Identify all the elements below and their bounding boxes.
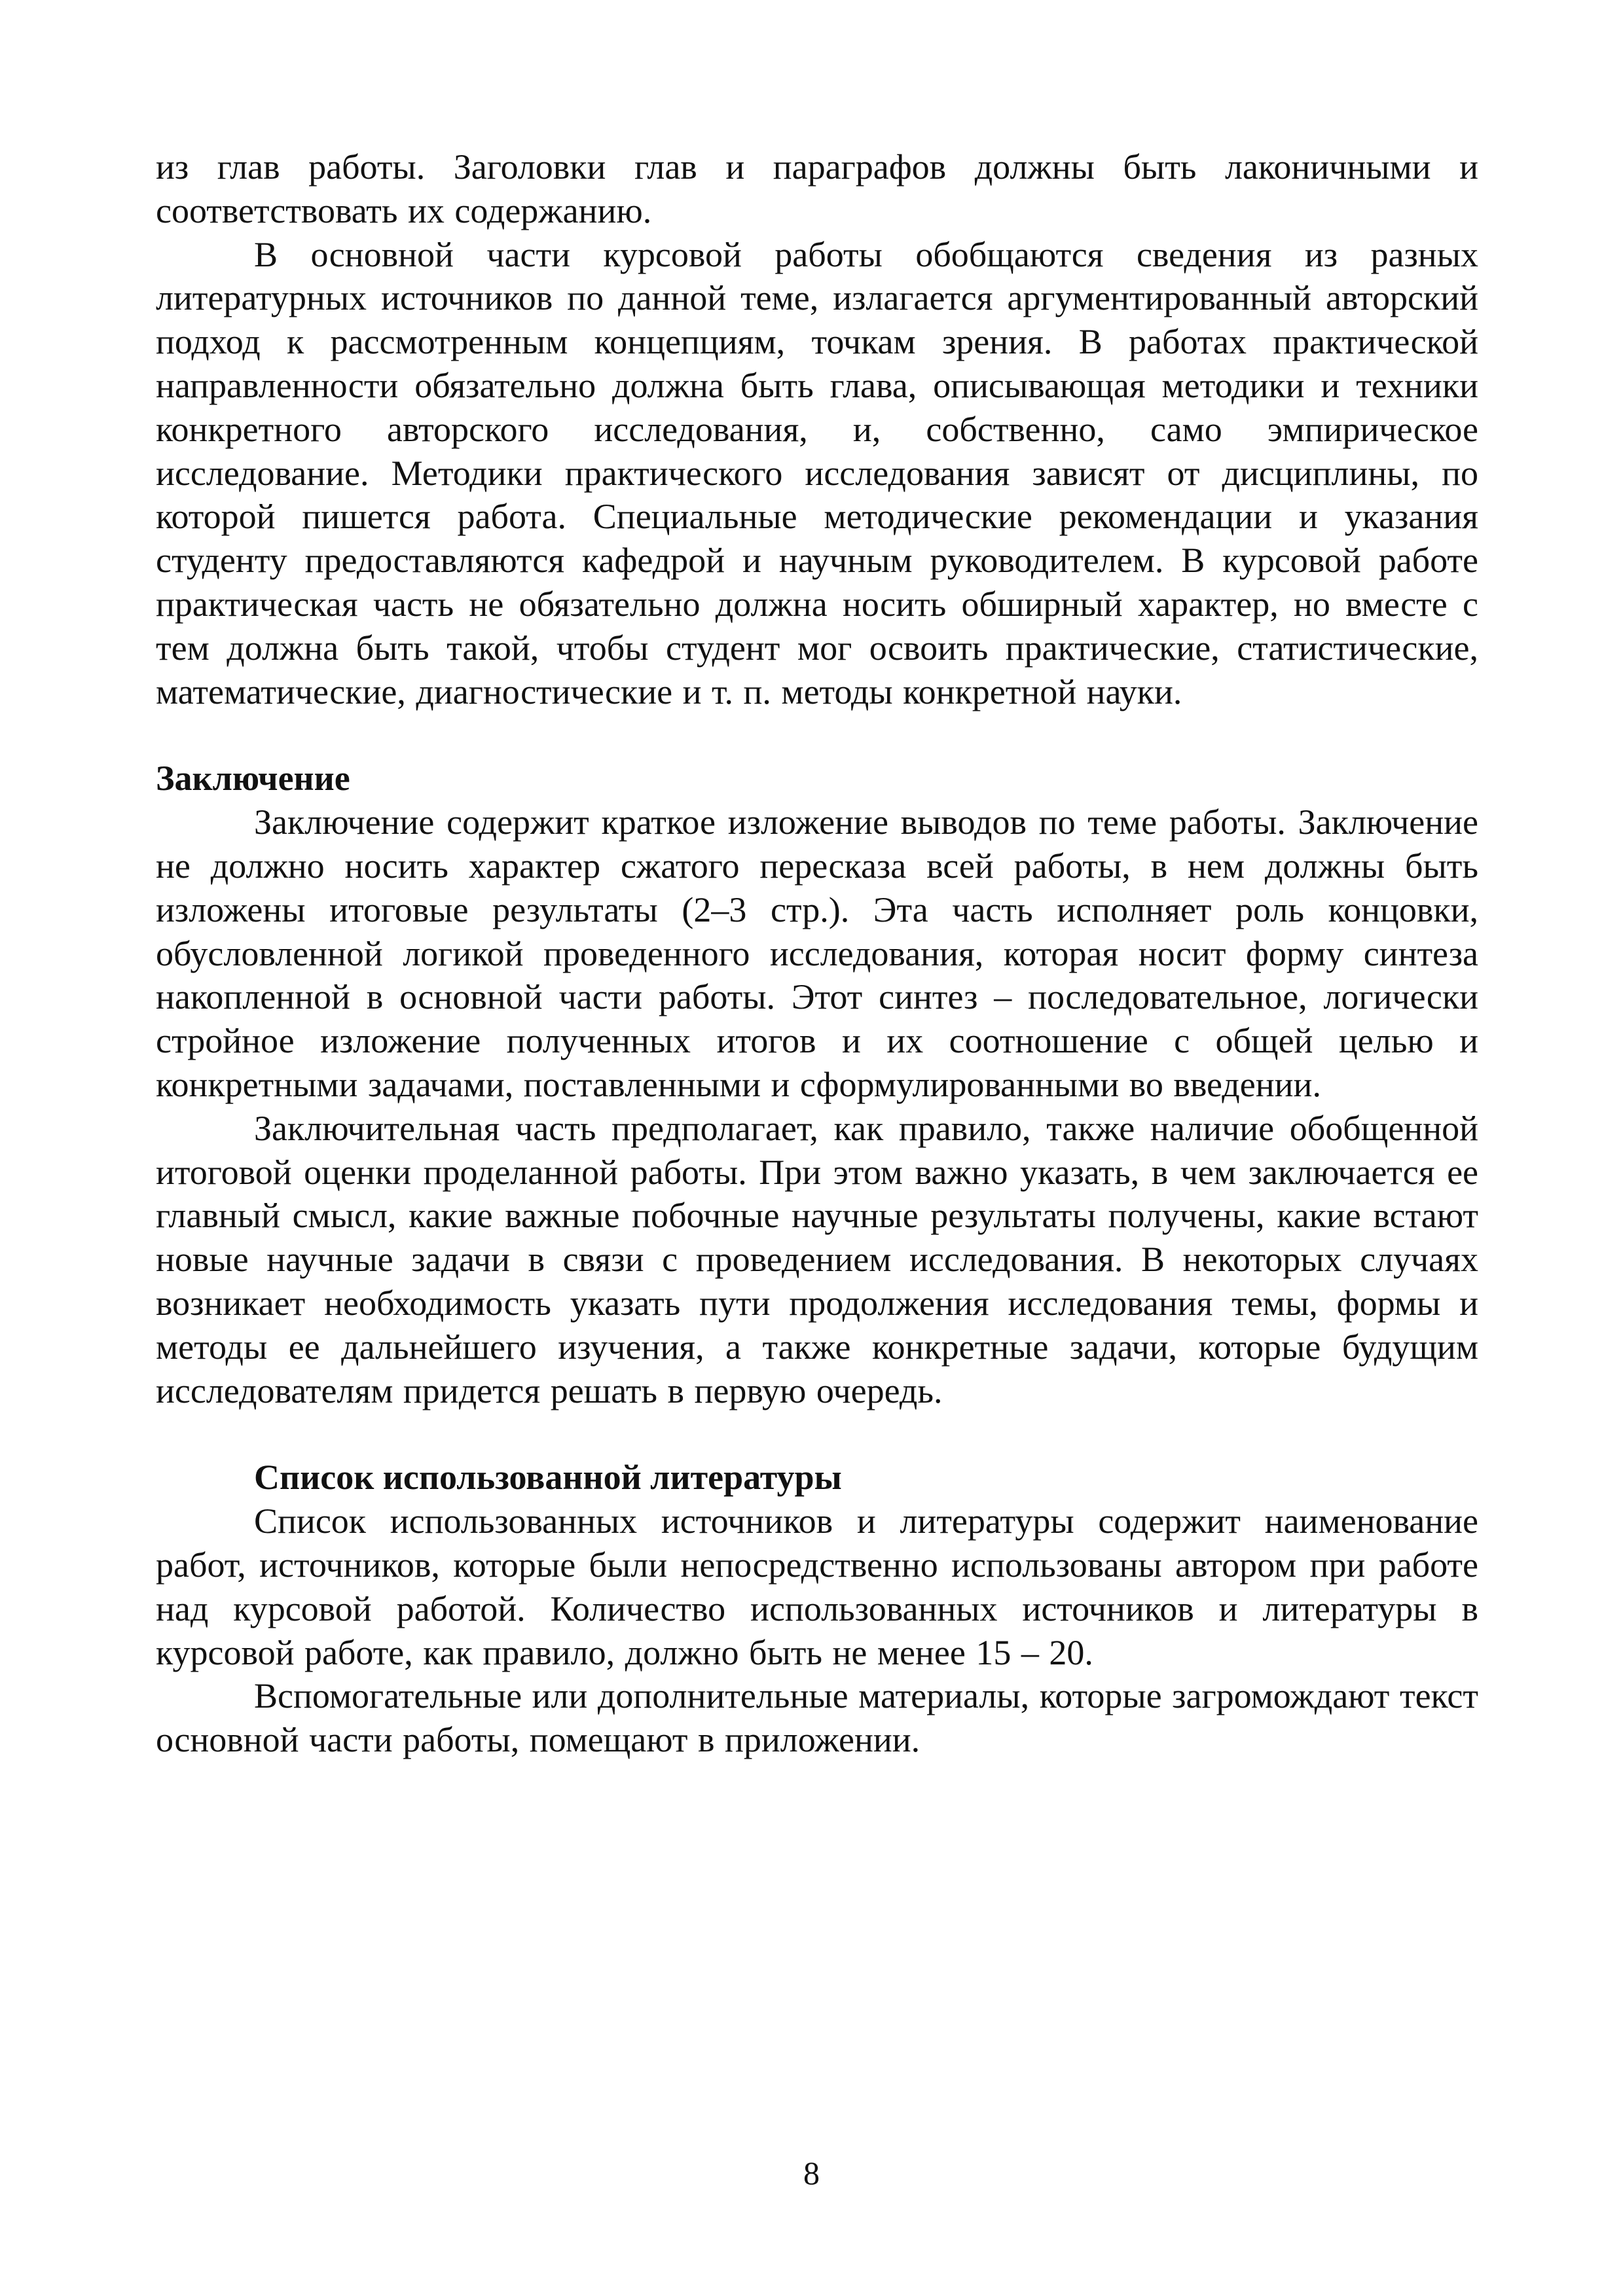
references-paragraph-2: Вспомогательные или дополнительные материалы, которые загромождают текст основной части работы, помещают в приложении. [156,1676,1478,1760]
conclusion-paragraph-2: Заключительная часть предполагает, как правило, также наличие обобщенной итоговой оценки проделанной работы. При этом важно указать, в чем заключается ее главный смысл, какие важные побочные научные результаты получены, какие встают новые научные задачи в связи с проведением исследования. В некоторых случаях возникает необходимость указать пути продолжения исследования темы, формы и методы ее дальнейшего изучения, а также конкретные задачи, которые будущим исследователям придется решать в первую очередь. [156,1108,1478,1410]
references-heading: Список использованной литературы [254,1458,842,1498]
section-spacer [156,1412,1478,1456]
page-number: 8 [803,2155,820,2191]
section-spacer [156,713,1478,757]
conclusion-heading: Заключение [156,759,350,798]
conclusion-paragraph-1: Заключение содержит краткое изложение выводов по теме работы. Заключение не должно носить характер сжатого пересказа всей работы, в нем должны быть изложены итоговые результаты (2–3 стр.). Эта часть исполняет роль концовки, обусловленной логикой проведенного исследования, которая носит форму синтеза накопленной в основной части работы. Этот синтез – последовательное, логически стройное изложение полученных итогов и их соотношение с общей целью и конкретными задачами, поставленными и сформулированными во введении. [156,802,1478,1104]
references-paragraph-1: Список использованных источников и литературы содержит наименование работ, источников, которые были непосредственно использованы автором при работе над курсовой работой. Количество использованных источников и литературы в курсовой работе, как правило, должно быть не менее 15 – 20. [156,1501,1478,1672]
document-page [156,145,1478,1762]
intro-paragraph: из глав работы. Заголовки глав и параграфов должны быть лаконичными и соответствовать их содержанию. [156,147,1478,230]
main-part-paragraph: В основной части курсовой работы обобщаются сведения из разных литературных источников по данной теме, излагается аргументированный авторский подход к рассмотренным концепциям, точкам зрения. В работах практической направленности обязательно должна быть глава, описывающая методики и техники конкретного авторского исследования, и, собственно, само эмпирическое исследование. Методики практического исследования зависят от дисциплины, по которой пишется работа. Специальные методические рекомендации и указания студенту предоставляются кафедрой и научным руководителем. В курсовой работе практическая часть не обязательно должна носить обширный характер, но вместе с тем должна быть такой, чтобы студент мог освоить практические, статистические, математические, диагностические и т. п. методы конкретной науки. [156,234,1478,711]
